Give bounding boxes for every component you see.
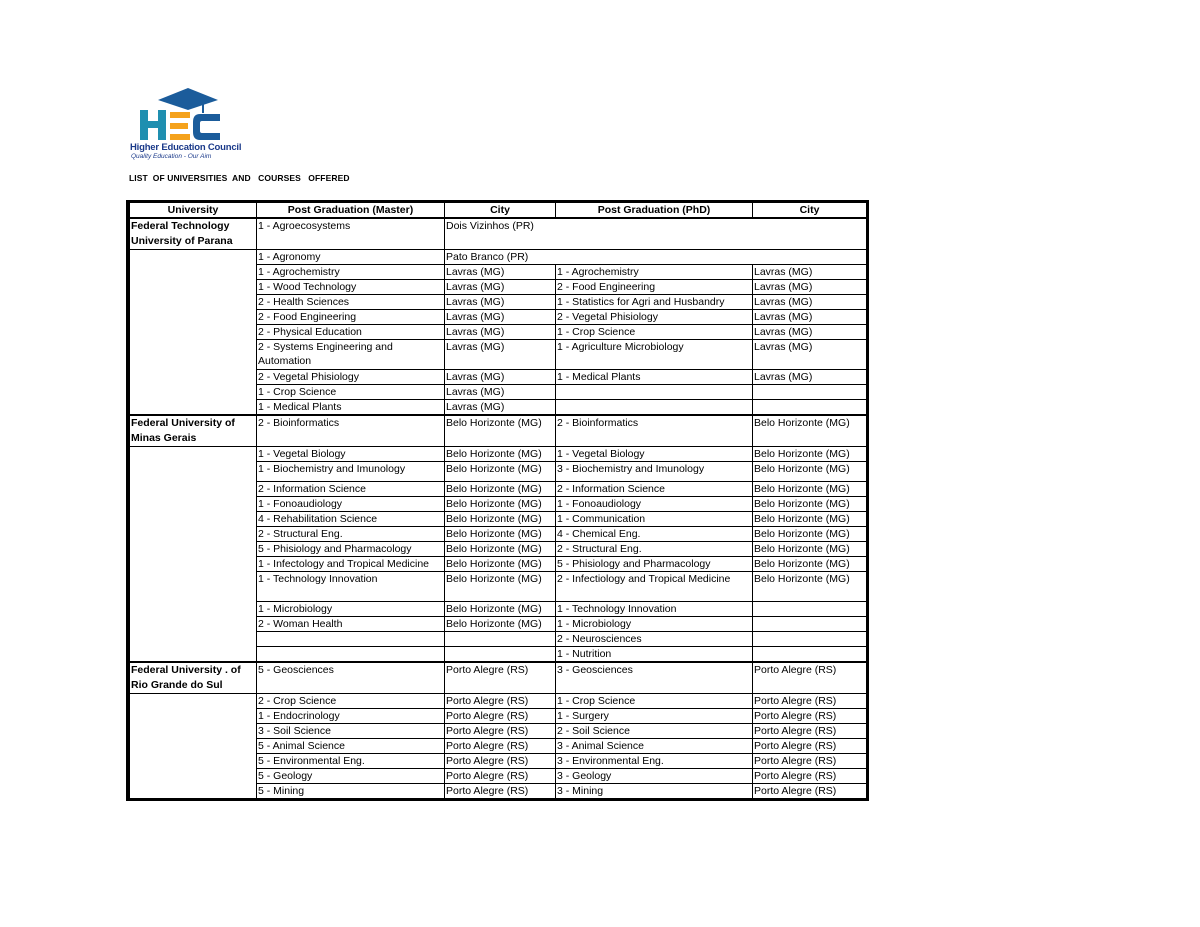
phd-course: 2 - Structural Eng. xyxy=(556,542,753,557)
master-course: 5 - Mining xyxy=(257,784,445,799)
phd-city: Lavras (MG) xyxy=(753,265,867,280)
master-course: 2 - Physical Education xyxy=(257,325,445,340)
org-tagline: Quality Education - Our Aim xyxy=(131,153,212,160)
master-course: 5 - Environmental Eng. xyxy=(257,754,445,769)
master-city: Belo Horizonte (MG) xyxy=(445,527,556,542)
table-header-row xyxy=(130,203,867,219)
hec-logo xyxy=(128,86,242,164)
table-row xyxy=(130,694,867,709)
phd-city xyxy=(753,647,867,663)
master-city: Pato Branco (PR) xyxy=(445,250,867,265)
master-city xyxy=(445,647,556,663)
phd-course: 1 - Vegetal Biology xyxy=(556,447,753,462)
header-university: University xyxy=(130,203,257,219)
phd-course: 4 - Chemical Eng. xyxy=(556,527,753,542)
table-row xyxy=(130,250,867,265)
phd-city: Porto Alegre (RS) xyxy=(753,739,867,754)
master-city: Porto Alegre (RS) xyxy=(445,724,556,739)
phd-city xyxy=(753,385,867,400)
master-course: 3 - Soil Science xyxy=(257,724,445,739)
master-city: Porto Alegre (RS) xyxy=(445,662,556,694)
header-master: Post Graduation (Master) xyxy=(257,203,445,219)
phd-city xyxy=(753,632,867,647)
phd-course: 2 - Information Science xyxy=(556,482,753,497)
master-city: Porto Alegre (RS) xyxy=(445,739,556,754)
phd-city: Porto Alegre (RS) xyxy=(753,694,867,709)
table-row xyxy=(130,415,867,447)
phd-city: Porto Alegre (RS) xyxy=(753,784,867,799)
master-city: Belo Horizonte (MG) xyxy=(445,512,556,527)
phd-course: 1 - Technology Innovation xyxy=(556,602,753,617)
universities-table xyxy=(129,202,867,799)
master-course: 5 - Geosciences xyxy=(257,662,445,694)
phd-course: 1 - Nutrition xyxy=(556,647,753,663)
phd-city: Lavras (MG) xyxy=(753,325,867,340)
table-row xyxy=(130,447,867,462)
phd-course: 2 - Food Engineering xyxy=(556,280,753,295)
master-course: 1 - Technology Innovation xyxy=(257,572,445,602)
master-course: 2 - Systems Engineering and Automation xyxy=(257,340,445,370)
phd-course: 3 - Environmental Eng. xyxy=(556,754,753,769)
phd-course: 1 - Agrochemistry xyxy=(556,265,753,280)
master-course: 2 - Bioinformatics xyxy=(257,415,445,447)
table-row xyxy=(130,218,867,250)
university-name: Federal University . of Rio Grande do Sul xyxy=(130,662,257,694)
phd-city: Lavras (MG) xyxy=(753,280,867,295)
org-name: Higher Education Council xyxy=(130,142,242,153)
phd-city: Porto Alegre (RS) xyxy=(753,662,867,694)
master-course: 1 - Microbiology xyxy=(257,602,445,617)
master-city: Porto Alegre (RS) xyxy=(445,769,556,784)
master-city: Belo Horizonte (MG) xyxy=(445,617,556,632)
phd-course: 2 - Infectiology and Tropical Medicine xyxy=(556,572,753,602)
master-city: Belo Horizonte (MG) xyxy=(445,415,556,447)
phd-course: 1 - Crop Science xyxy=(556,694,753,709)
phd-city: Porto Alegre (RS) xyxy=(753,724,867,739)
master-course: 2 - Information Science xyxy=(257,482,445,497)
master-course: 2 - Structural Eng. xyxy=(257,527,445,542)
phd-city: Belo Horizonte (MG) xyxy=(753,512,867,527)
phd-course: 2 - Vegetal Phisiology xyxy=(556,310,753,325)
master-city: Belo Horizonte (MG) xyxy=(445,542,556,557)
master-city: Lavras (MG) xyxy=(445,310,556,325)
master-course: 2 - Crop Science xyxy=(257,694,445,709)
master-city xyxy=(445,632,556,647)
phd-city: Belo Horizonte (MG) xyxy=(753,482,867,497)
phd-city: Porto Alegre (RS) xyxy=(753,769,867,784)
phd-course: 1 - Crop Science xyxy=(556,325,753,340)
master-course: 1 - Agroecosystems xyxy=(257,218,445,250)
phd-course xyxy=(556,385,753,400)
header-city: City xyxy=(445,203,556,219)
phd-city: Belo Horizonte (MG) xyxy=(753,447,867,462)
phd-course: 3 - Biochemistry and Imunology xyxy=(556,462,753,482)
phd-course: 2 - Bioinformatics xyxy=(556,415,753,447)
master-course: 4 - Rehabilitation Science xyxy=(257,512,445,527)
master-city: Porto Alegre (RS) xyxy=(445,709,556,724)
master-city: Belo Horizonte (MG) xyxy=(445,572,556,602)
phd-city: Belo Horizonte (MG) xyxy=(753,527,867,542)
phd-course: 1 - Microbiology xyxy=(556,617,753,632)
phd-course: 3 - Animal Science xyxy=(556,739,753,754)
phd-city: Belo Horizonte (MG) xyxy=(753,572,867,602)
master-city: Belo Horizonte (MG) xyxy=(445,447,556,462)
master-course: 1 - Endocrinology xyxy=(257,709,445,724)
header-phd: Post Graduation (PhD) xyxy=(556,203,753,219)
master-city: Lavras (MG) xyxy=(445,385,556,400)
document-title: LIST OF UNIVERSITIES AND COURSES OFFERED xyxy=(129,173,350,183)
master-city: Lavras (MG) xyxy=(445,280,556,295)
master-city: Lavras (MG) xyxy=(445,370,556,385)
master-city: Belo Horizonte (MG) xyxy=(445,602,556,617)
master-city: Lavras (MG) xyxy=(445,400,556,416)
master-city: Lavras (MG) xyxy=(445,340,556,370)
master-city: Dois Vizinhos (PR) xyxy=(445,218,867,250)
master-city: Belo Horizonte (MG) xyxy=(445,497,556,512)
master-city: Belo Horizonte (MG) xyxy=(445,462,556,482)
phd-course: 5 - Phisiology and Pharmacology xyxy=(556,557,753,572)
phd-city: Lavras (MG) xyxy=(753,370,867,385)
master-course: 2 - Food Engineering xyxy=(257,310,445,325)
phd-city: Lavras (MG) xyxy=(753,310,867,325)
master-course: 1 - Vegetal Biology xyxy=(257,447,445,462)
phd-course: 3 - Geosciences xyxy=(556,662,753,694)
master-city: Belo Horizonte (MG) xyxy=(445,557,556,572)
master-course: 2 - Woman Health xyxy=(257,617,445,632)
master-course: 1 - Biochemistry and Imunology xyxy=(257,462,445,482)
table-row xyxy=(130,662,867,694)
phd-course: 3 - Geology xyxy=(556,769,753,784)
master-city: Porto Alegre (RS) xyxy=(445,754,556,769)
universities-table-frame xyxy=(126,200,869,801)
university-name: Federal Technology University of Parana xyxy=(130,218,257,250)
master-course: 2 - Vegetal Phisiology xyxy=(257,370,445,385)
master-course: 5 - Phisiology and Pharmacology xyxy=(257,542,445,557)
master-course: 1 - Fonoaudiology xyxy=(257,497,445,512)
master-course: 2 - Health Sciences xyxy=(257,295,445,310)
master-city: Lavras (MG) xyxy=(445,295,556,310)
phd-city xyxy=(753,602,867,617)
phd-city: Belo Horizonte (MG) xyxy=(753,462,867,482)
master-city: Lavras (MG) xyxy=(445,325,556,340)
master-course: 1 - Medical Plants xyxy=(257,400,445,416)
master-city: Porto Alegre (RS) xyxy=(445,784,556,799)
master-course: 1 - Crop Science xyxy=(257,385,445,400)
master-course: 1 - Agrochemistry xyxy=(257,265,445,280)
master-course: 5 - Geology xyxy=(257,769,445,784)
phd-course: 1 - Statistics for Agri and Husbandry xyxy=(556,295,753,310)
phd-course: 1 - Agriculture Microbiology xyxy=(556,340,753,370)
header-city: City xyxy=(753,203,867,219)
master-course: 5 - Animal Science xyxy=(257,739,445,754)
graduation-cap-logo-icon xyxy=(140,86,222,142)
phd-course: 3 - Mining xyxy=(556,784,753,799)
phd-city: Lavras (MG) xyxy=(753,340,867,370)
phd-course: 1 - Communication xyxy=(556,512,753,527)
phd-city: Lavras (MG) xyxy=(753,295,867,310)
master-course: 1 - Agronomy xyxy=(257,250,445,265)
university-name: Federal University of Minas Gerais xyxy=(130,415,257,447)
phd-course: 2 - Soil Science xyxy=(556,724,753,739)
phd-city xyxy=(753,617,867,632)
master-city: Lavras (MG) xyxy=(445,265,556,280)
phd-city: Belo Horizonte (MG) xyxy=(753,557,867,572)
phd-city: Belo Horizonte (MG) xyxy=(753,542,867,557)
master-course: 1 - Wood Technology xyxy=(257,280,445,295)
phd-city: Porto Alegre (RS) xyxy=(753,754,867,769)
master-city: Belo Horizonte (MG) xyxy=(445,482,556,497)
phd-course xyxy=(556,400,753,416)
phd-course: 2 - Neurosciences xyxy=(556,632,753,647)
master-city: Porto Alegre (RS) xyxy=(445,694,556,709)
phd-city xyxy=(753,400,867,416)
phd-city: Belo Horizonte (MG) xyxy=(753,497,867,512)
phd-city: Belo Horizonte (MG) xyxy=(753,415,867,447)
master-course xyxy=(257,632,445,647)
master-course: 1 - Infectology and Tropical Medicine xyxy=(257,557,445,572)
phd-course: 1 - Surgery xyxy=(556,709,753,724)
phd-course: 1 - Fonoaudiology xyxy=(556,497,753,512)
phd-city: Porto Alegre (RS) xyxy=(753,709,867,724)
phd-course: 1 - Medical Plants xyxy=(556,370,753,385)
master-course xyxy=(257,647,445,663)
